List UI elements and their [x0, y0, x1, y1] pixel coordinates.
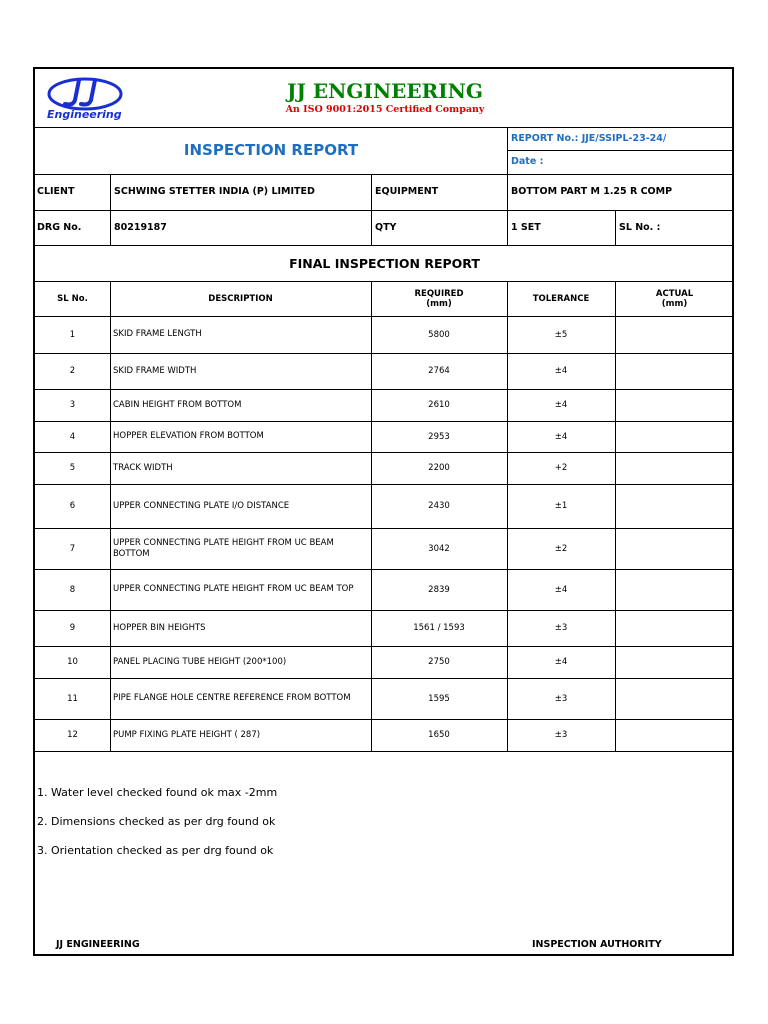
divider [35, 127, 734, 128]
column-header-required-line: REQUIRED [414, 288, 464, 299]
column-header-actual [615, 281, 734, 316]
table-cell-req: 1595 [428, 693, 450, 704]
table-cell-sl: 11 [67, 693, 78, 704]
company-logo [45, 74, 125, 122]
table-cell-req: 3042 [428, 543, 450, 554]
table-cell-req: 2200 [428, 463, 450, 473]
table-cell-desc: HOPPER BIN HEIGHTS [113, 622, 206, 633]
table-cell-act [615, 421, 734, 452]
table-cell-tol: +2 [554, 463, 568, 473]
table-cell-sl: 3 [69, 400, 76, 410]
table-cell-act [615, 569, 734, 610]
column-header-sl-line: SL No. [57, 293, 88, 304]
table-cell-sl: 4 [69, 431, 76, 442]
column-header-tolerance [507, 281, 615, 316]
table-cell-sl: 2 [69, 366, 76, 376]
table-cell-sl: 5 [69, 463, 76, 473]
table-cell-desc: CABIN HEIGHT FROM BOTTOM [113, 399, 242, 410]
table-cell-tol: ±3 [554, 623, 568, 633]
note-2: 2. Dimensions checked as per drg found ok [37, 815, 276, 828]
table-cell-req: 5800 [428, 329, 450, 340]
report-number: REPORT No.: JJE/SSIPL-23-24/ [511, 133, 667, 144]
drg-value: 80219187 [114, 222, 167, 233]
table-cell-desc: SKID FRAME WIDTH [113, 365, 197, 376]
table-cell-tol: ±4 [554, 400, 568, 410]
company-name: JJ ENGINEERING [287, 79, 483, 103]
divider [110, 174, 111, 245]
table-cell-tol: ±2 [554, 543, 568, 554]
note-1: 1. Water level checked found ok max -2mm [37, 786, 278, 799]
column-header-description-line: DESCRIPTION [208, 293, 273, 304]
table-cell-req: 2839 [428, 584, 450, 595]
table-cell-tol: ±4 [554, 657, 568, 667]
table-cell-tol: ±4 [554, 431, 568, 442]
table-cell-desc: TRACK WIDTH [113, 462, 173, 473]
report-date-label: Date : [511, 156, 544, 167]
table-cell-desc: HOPPER ELEVATION FROM BOTTOM [113, 431, 264, 441]
table-cell-req: 1561 / 1593 [413, 623, 465, 633]
table-cell-tol: ±1 [554, 501, 568, 511]
company-tagline: An ISO 9001:2015 Certified Company [285, 104, 485, 115]
table-cell-req: 2610 [428, 400, 450, 410]
column-header-description [110, 281, 371, 316]
qty-label: QTY [375, 222, 397, 233]
table-cell-act [615, 610, 734, 646]
column-header-actual-line: ACTUAL [655, 288, 694, 299]
client-label: CLIENT [37, 186, 75, 197]
table-cell-desc: PIPE FLANGE HOLE CENTRE REFERENCE FROM BOTTOM [113, 693, 351, 703]
final-inspection-title: FINAL INSPECTION REPORT [289, 256, 480, 271]
table-cell-sl: 10 [67, 657, 78, 667]
table-cell-act [615, 389, 734, 421]
table-cell-desc: SKID FRAME LENGTH [113, 329, 202, 339]
table-cell-act [615, 316, 734, 353]
table-cell-act [615, 484, 734, 528]
footer-authority: INSPECTION AUTHORITY [532, 939, 662, 950]
table-cell-req: 1650 [428, 730, 450, 740]
equipment-label: EQUIPMENT [375, 186, 439, 197]
equipment-value: BOTTOM PART M 1.25 R COMP [511, 186, 673, 197]
table-cell-sl: 7 [69, 543, 76, 554]
divider [35, 245, 734, 246]
table-cell-desc: UPPER CONNECTING PLATE HEIGHT FROM UC BEAM TOP [113, 584, 354, 594]
table-cell-act [615, 528, 734, 569]
qty-value: 1 SET [511, 222, 541, 233]
inspection-report-sheet [33, 67, 734, 956]
footer-company: JJ ENGINEERING [56, 939, 140, 950]
column-header-sl [35, 281, 110, 316]
divider [507, 150, 734, 151]
table-cell-desc: UPPER CONNECTING PLATE HEIGHT FROM UC BEAM BOTTOM [113, 537, 334, 559]
table-cell-desc: PUMP FIXING PLATE HEIGHT ( 287) [113, 729, 261, 740]
divider [507, 127, 508, 245]
table-cell-tol: ±3 [554, 730, 568, 740]
logo-text: Engineering [47, 108, 122, 121]
drg-label: DRG No. [37, 222, 82, 233]
table-cell-act [615, 646, 734, 678]
table-cell-desc: PANEL PLACING TUBE HEIGHT (200*100) [113, 656, 287, 667]
table-cell-desc: UPPER CONNECTING PLATE I/O DISTANCE [113, 500, 290, 511]
table-cell-req: 2953 [428, 431, 450, 442]
table-cell-sl: 12 [67, 730, 78, 740]
table-cell-sl: 8 [69, 584, 76, 595]
table-cell-req: 2430 [428, 501, 450, 511]
table-cell-tol: ±4 [554, 584, 568, 595]
column-header-required [371, 281, 507, 316]
table-cell-req: 2764 [428, 366, 450, 376]
table-row-line [35, 751, 734, 752]
table-cell-tol: ±3 [554, 693, 568, 704]
sl-no-label: SL No. : [619, 222, 661, 233]
client-value: SCHWING STETTER INDIA (P) LIMITED [114, 186, 315, 197]
divider [35, 174, 734, 175]
table-cell-tol: ±4 [554, 366, 568, 376]
column-header-required-unit: (mm) [426, 298, 452, 309]
divider [35, 210, 734, 211]
table-cell-act [615, 678, 734, 719]
divider [371, 174, 372, 245]
table-cell-act [615, 452, 734, 484]
table-cell-tol: ±5 [554, 329, 568, 340]
table-cell-req: 2750 [428, 657, 450, 667]
table-cell-sl: 6 [69, 501, 76, 511]
divider [615, 210, 616, 245]
table-cell-sl: 1 [69, 329, 76, 340]
table-cell-act [615, 719, 734, 751]
table-cell-act [615, 353, 734, 389]
note-3: 3. Orientation checked as per drg found ok [37, 844, 274, 857]
column-header-tolerance-line: TOLERANCE [532, 293, 590, 304]
column-header-actual-unit: (mm) [661, 298, 688, 309]
report-title: INSPECTION REPORT [183, 141, 359, 159]
table-cell-sl: 9 [69, 623, 76, 633]
